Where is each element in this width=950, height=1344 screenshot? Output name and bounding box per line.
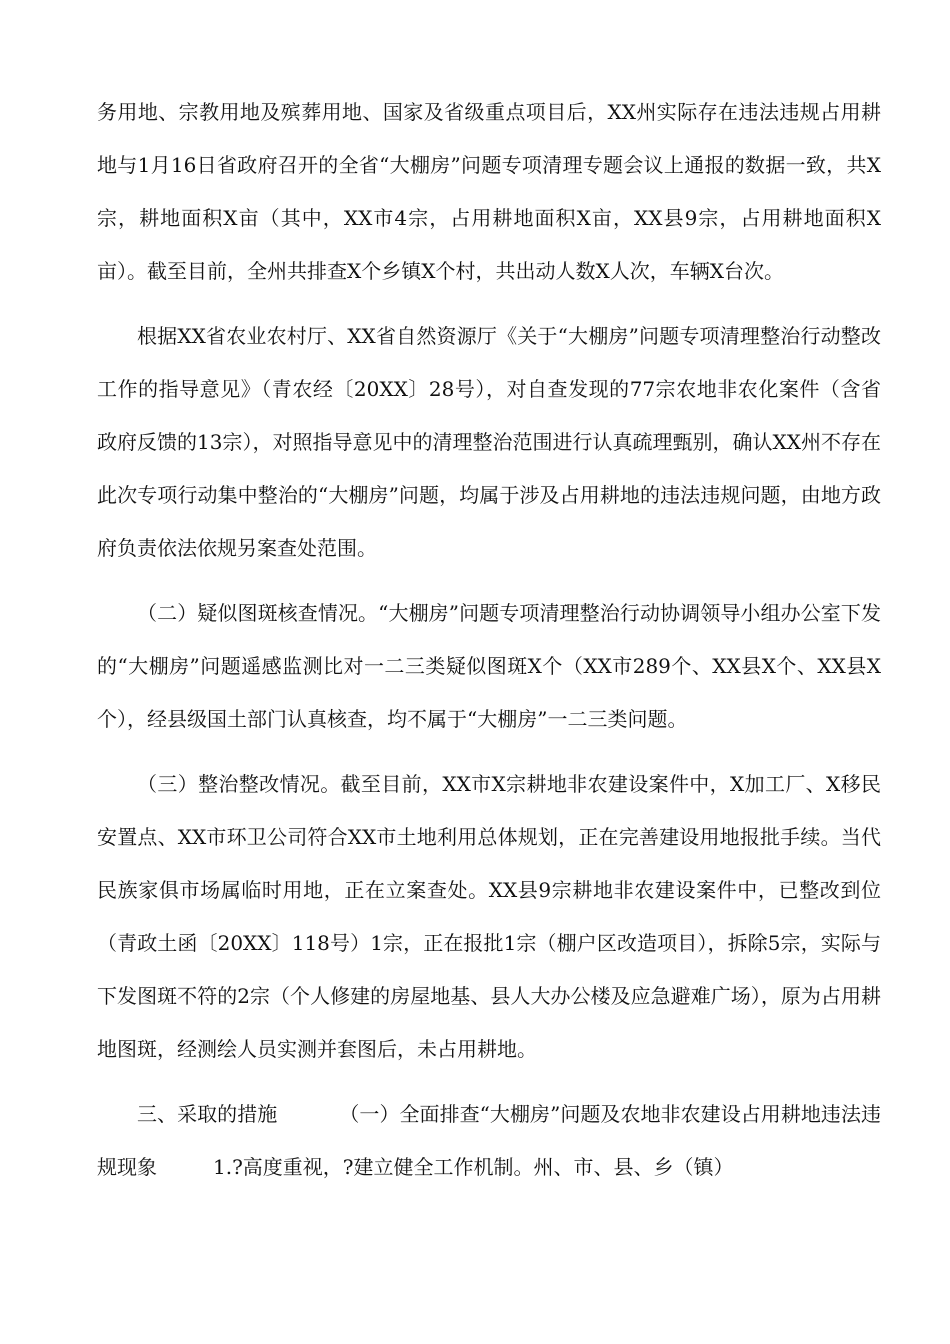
paragraph-land-occupation-summary: 务用地、宗教用地及殡葬用地、国家及省级重点项目后，XX州实际存在违法违规占用耕地与1月16日省政府召开的全省“大棚房”问题专项清理专题会议上通报的数据一致，共X宗，耕地面积X亩（其中，XX市4宗，占用耕地面积X亩，XX县9宗，占用耕地面积X亩）。截至目前，全州共排查X个乡镇X个村，共出动人数X人次，车辆X台次。 <box>97 100 881 283</box>
paragraph-guidance-opinion: 根据XX省农业农村厅、XX省自然资源厅《关于“大棚房”问题专项清理整治行动整改工作的指导意见》（青农经〔20XX〕28号），对自查发现的77宗农地非农化案件（含省政府反馈的13宗），对照指导意见中的清理整治范围进行认真疏理甄别，确认XX州不存在此次专项行动集中整治的“大棚房”问题，均属于涉及占用耕地的违法违规问题，由地方政府负责依法依规另案查处范围。 <box>97 324 881 560</box>
document-body <box>97 86 881 1206</box>
section-3-subheading-a: （一）全面排查“大棚房”问题及农地非农建设占用耕地违法违规现象 <box>97 1102 881 1179</box>
paragraph-section-3 <box>97 1088 881 1194</box>
paragraph-suspected-patch-verification: （二）疑似图斑核查情况。“大棚房”问题专项清理整治行动协调领导小组办公室下发的“大棚房”问题遥感监测比对一二三类疑似图斑X个（XX市289个、XX县X个、XX县X个），经县级国土部门认真核查，均不属于“大棚房”一二三类问题。 <box>97 601 881 731</box>
section-3-heading: 三、采取的措施 <box>137 1102 278 1126</box>
section-3-item-1: 1.?高度重视，?建立健全工作机制。州、市、县、乡（镇） <box>213 1155 734 1179</box>
paragraph-rectification-status: （三）整治整改情况。截至目前，XX市X宗耕地非农建设案件中，X加工厂、X移民安置点、XX市环卫公司符合XX市土地利用总体规划，正在完善建设用地报批手续。当代民族家俱市场属临时用地，正在立案查处。XX县9宗耕地非农建设案件中，已整改到位（青政土函〔20XX〕118号）1宗，正在报批1宗（棚户区改造项目），拆除5宗，实际与下发图斑不符的2宗（个人修建的房屋地基、县人大办公楼及应急避难广场），原为占用耕地图斑，经测绘人员实测并套图后，未占用耕地。 <box>97 772 881 1061</box>
